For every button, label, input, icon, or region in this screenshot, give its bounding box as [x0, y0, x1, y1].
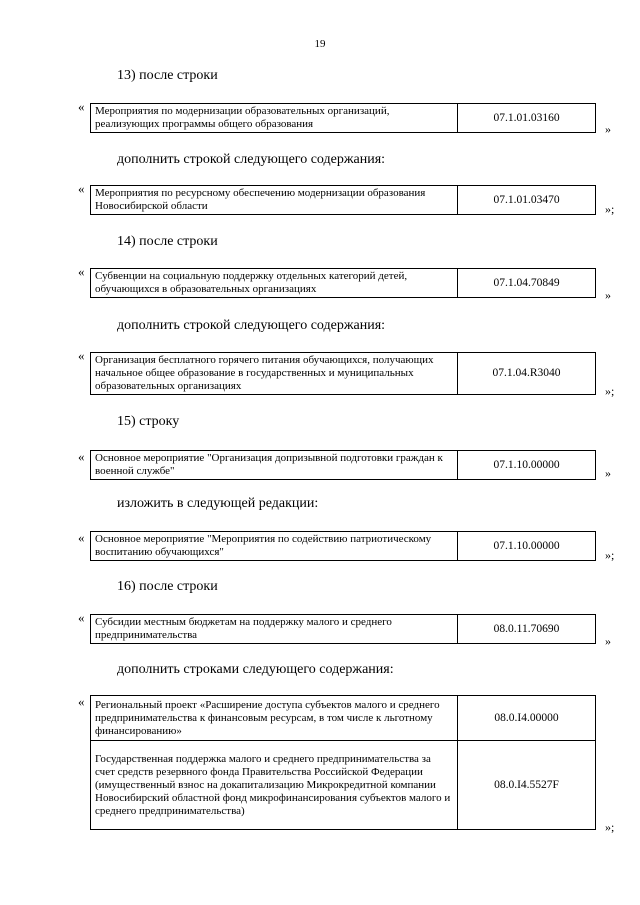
closing-quote-semicolon: »; [605, 548, 615, 562]
row-name: Государственная поддержка малого и среднего предпринимательства за счет средств резервного фонда Правительства Российской Федерации (имущественный взнос на докапитализацию Микрокредитной компании Новосибирский областной фонд микрофинансирования субъектов малого и среднего предпринимательства) [91, 741, 458, 830]
row-code: 07.1.01.03160 [458, 104, 596, 133]
heading-item-16: 16) после строки [117, 579, 218, 594]
table-row [91, 741, 596, 830]
row-name: Мероприятия по ресурсному обеспечению модернизации образования Новосибирской области [91, 186, 458, 215]
row-name: Региональный проект «Расширение доступа субъектов малого и среднего предпринимательства к финансовым ресурсам, в том числе к льготному финансированию» [91, 696, 458, 741]
table-row-block-5 [90, 450, 596, 480]
row-code: 07.1.01.03470 [458, 186, 596, 215]
table-row-block-8 [90, 695, 596, 830]
row-code: 07.1.04.R3040 [458, 353, 596, 395]
row-name: Основное мероприятие "Организация допризывной подготовки граждан к военной службе" [91, 451, 458, 480]
heading-add-1: дополнить строкой следующего содержания: [117, 152, 386, 167]
row-code: 08.0.I4.00000 [458, 696, 596, 741]
table-row [91, 104, 596, 133]
table-row [91, 696, 596, 741]
row-name: Организация бесплатного горячего питания обучающихся, получающих начальное общее образование в государственных и муниципальных образовательных организациях [91, 353, 458, 395]
opening-quote: « [78, 610, 85, 625]
opening-quote: « [78, 181, 85, 196]
row-code: 07.1.10.00000 [458, 451, 596, 480]
heading-add-3: дополнить строками следующего содержания: [117, 662, 394, 677]
opening-quote: « [78, 264, 85, 279]
row-code: 07.1.04.70849 [458, 269, 596, 298]
closing-quote-semicolon: »; [605, 820, 615, 834]
opening-quote: « [78, 694, 85, 709]
heading-add-2: дополнить строкой следующего содержания: [117, 318, 386, 333]
table-row-block-3 [90, 268, 596, 298]
closing-quote: » [605, 466, 611, 480]
heading-item-14: 14) после строки [117, 234, 218, 249]
table-row [91, 353, 596, 395]
table-row-block-1 [90, 103, 596, 133]
table-row [91, 186, 596, 215]
closing-quote: » [605, 122, 611, 136]
row-code: 07.1.10.00000 [458, 532, 596, 561]
opening-quote: « [78, 99, 85, 114]
table-row-block-7 [90, 614, 596, 644]
table-row-block-2 [90, 185, 596, 215]
table-row [91, 451, 596, 480]
row-code: 08.0.I4.5527F [458, 741, 596, 830]
row-name: Мероприятия по модернизации образовательных организаций, реализующих программы общего образования [91, 104, 458, 133]
row-code: 08.0.11.70690 [458, 615, 596, 644]
table-row [91, 532, 596, 561]
heading-item-13: 13) после строки [117, 68, 218, 83]
row-name: Субвенции на социальную поддержку отдельных категорий детей, обучающихся в образовательных организациях [91, 269, 458, 298]
opening-quote: « [78, 449, 85, 464]
heading-item-15: 15) строку [117, 414, 180, 429]
table-row [91, 269, 596, 298]
table-row [91, 615, 596, 644]
closing-quote: » [605, 288, 611, 302]
page-number: 19 [314, 38, 326, 50]
row-name: Субсидии местным бюджетам на поддержку малого и среднего предпринимательства [91, 615, 458, 644]
table-row-block-6 [90, 531, 596, 561]
row-name: Основное мероприятие "Мероприятия по содействию патриотическому воспитанию обучающихся" [91, 532, 458, 561]
closing-quote-semicolon: »; [605, 202, 615, 216]
closing-quote-semicolon: »; [605, 384, 615, 398]
closing-quote: » [605, 634, 611, 648]
opening-quote: « [78, 348, 85, 363]
heading-state: изложить в следующей редакции: [117, 496, 319, 511]
opening-quote: « [78, 530, 85, 545]
table-row-block-4 [90, 352, 596, 395]
